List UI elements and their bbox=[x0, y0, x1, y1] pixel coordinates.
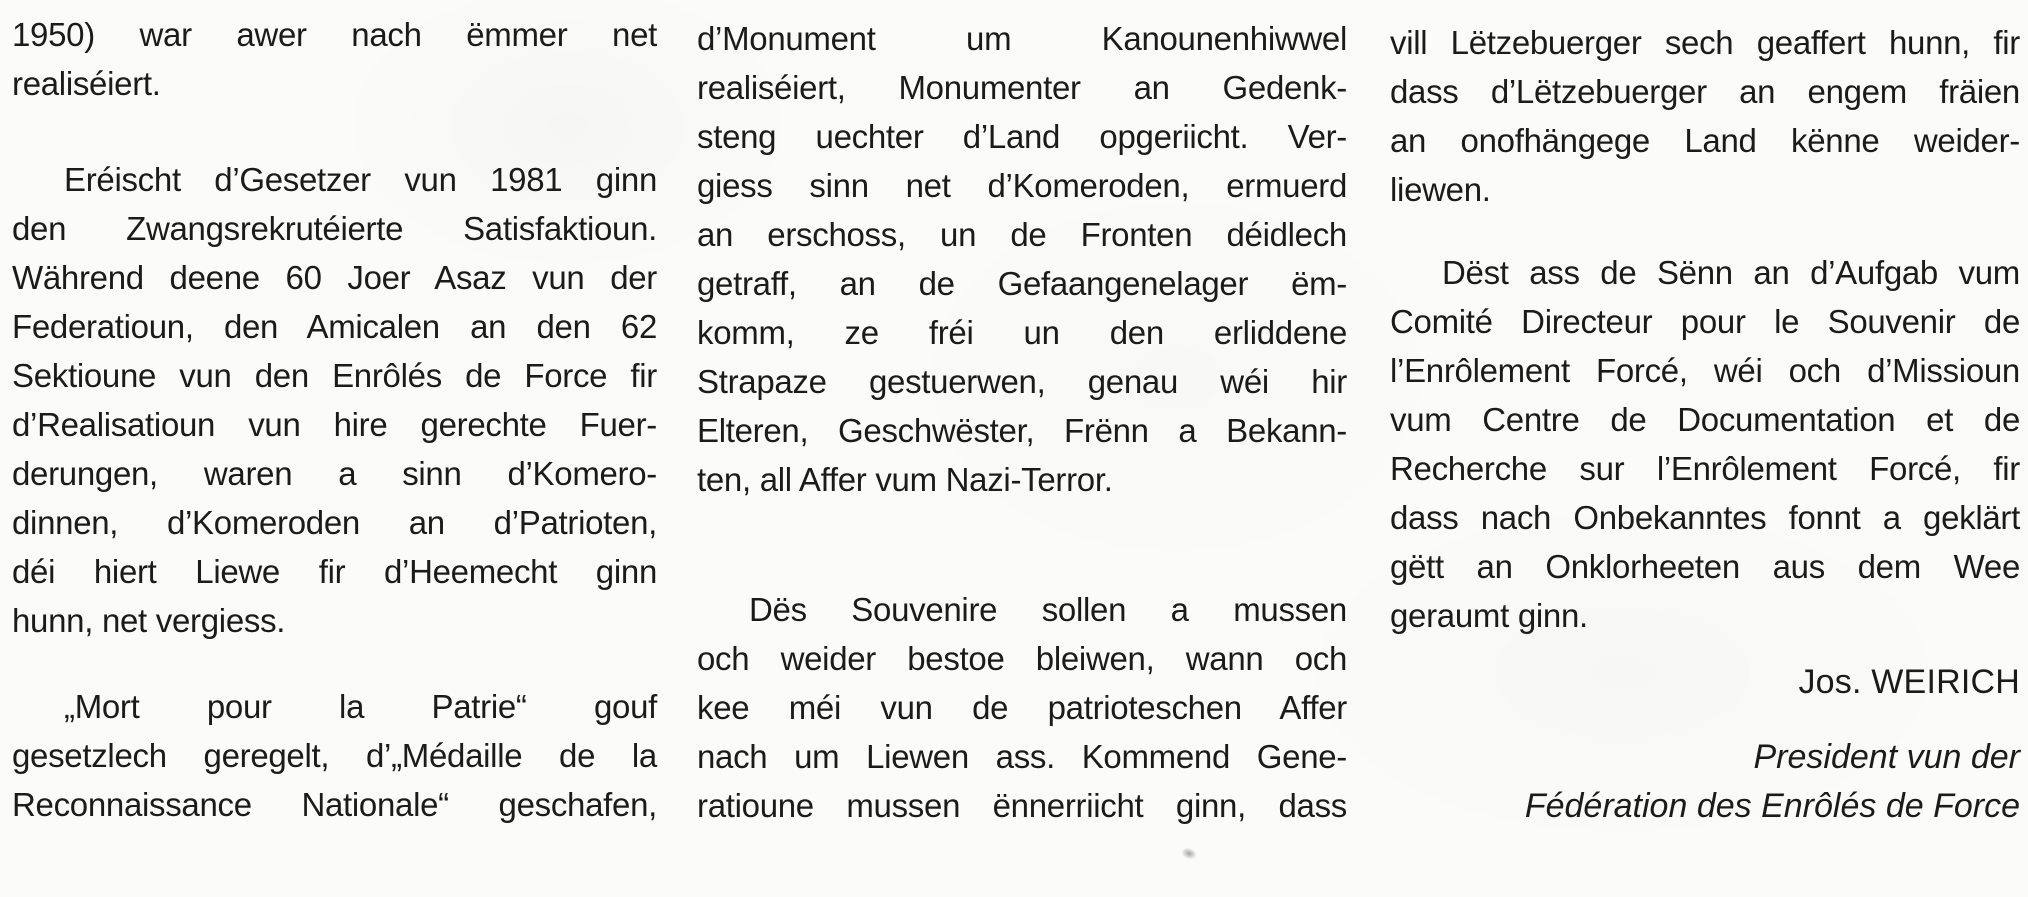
text-line: dass d’Lëtzebuerger an engem fräien bbox=[1390, 73, 2020, 110]
signature-block bbox=[1390, 658, 2020, 831]
text-line: Dëst ass de Sënn an d’Aufgab vum bbox=[1442, 254, 2020, 291]
text-line: komm, ze fréi un den erliddene bbox=[697, 314, 1347, 351]
text-line: realiséiert, Monumenter an Gedenk- bbox=[697, 69, 1347, 106]
text-line: dass nach Onbekanntes fonnt a geklärt bbox=[1390, 499, 2020, 536]
text-line: ratioune mussen ënnerriicht ginn, dass bbox=[697, 787, 1347, 824]
text-line: l’Enrôlement Forcé, wéi och d’Missioun bbox=[1390, 352, 2020, 389]
text-column-1 bbox=[12, 10, 657, 829]
text-line: Reconnaissance Nationale“ geschafen, bbox=[12, 786, 657, 823]
scan-artifact bbox=[1180, 846, 1199, 862]
text-line: derungen, waren a sinn d’Komero- bbox=[12, 455, 657, 492]
text-line: steng uechter d’Land opgeriicht. Ver- bbox=[697, 118, 1347, 155]
text-line: giess sinn net d’Komeroden, ermuerd bbox=[697, 167, 1347, 204]
text-line: liewen. bbox=[1390, 171, 1491, 208]
text-line: 1950) war awer nach ëmmer net bbox=[12, 16, 657, 53]
paragraph bbox=[12, 682, 657, 829]
text-line: Recherche sur l’Enrôlement Forcé, fir bbox=[1390, 450, 2020, 487]
text-column-3 bbox=[1390, 18, 2020, 831]
text-line: Während deene 60 Joer Asaz vun der bbox=[12, 259, 657, 296]
text-line: „Mort pour la Patrie“ gouf bbox=[64, 688, 657, 725]
text-line: an erschoss, un de Fronten déidlech bbox=[697, 216, 1347, 253]
signature-name: Jos. WEIRICH bbox=[1798, 663, 2020, 701]
text-line: vum Centre de Documentation et de bbox=[1390, 401, 2020, 438]
text-line: nach um Liewen ass. Kommend Gene- bbox=[697, 738, 1347, 775]
signature-role-line: President vun der bbox=[1753, 738, 2020, 776]
text-line: realiséiert. bbox=[12, 65, 161, 102]
paragraph bbox=[1390, 248, 2020, 640]
paragraph bbox=[1390, 18, 2020, 214]
text-line: gëtt an Onklorheeten aus dem Wee bbox=[1390, 548, 2020, 585]
signature-role-line: Fédération des Enrôlés de Force bbox=[1524, 787, 2020, 825]
text-line: Elteren, Geschwëster, Frënn a Bekann- bbox=[697, 412, 1347, 449]
text-line: Federatioun, den Amicalen an den 62 bbox=[12, 308, 657, 345]
text-line: déi hiert Liewe fir d’Heemecht ginn bbox=[12, 553, 657, 590]
text-line: dinnen, d’Komeroden an d’Patrioten, bbox=[12, 504, 657, 541]
text-line: vill Lëtzebuerger sech geaffert hunn, fir bbox=[1390, 24, 2020, 61]
text-line: Sektioune vun den Enrôlés de Force fir bbox=[12, 357, 657, 394]
text-line: kee méi vun de patrioteschen Affer bbox=[697, 689, 1347, 726]
text-line: geraumt ginn. bbox=[1390, 597, 1588, 634]
text-line: getraff, an de Gefaangenelager ëm- bbox=[697, 265, 1347, 302]
paragraph bbox=[697, 585, 1347, 830]
text-line: d’Monument um Kanounenhiwwel bbox=[697, 20, 1347, 57]
paragraph bbox=[12, 10, 657, 108]
text-line: gesetzlech geregelt, d’„Médaille de la bbox=[12, 737, 657, 774]
text-line: Comité Directeur pour le Souvenir de bbox=[1390, 303, 2020, 340]
text-line: Strapaze gestuerwen, genau wéi hir bbox=[697, 363, 1347, 400]
text-column-2 bbox=[697, 14, 1347, 830]
paragraph bbox=[697, 14, 1347, 504]
text-line: hunn, net vergiess. bbox=[12, 602, 286, 639]
text-line: d’Realisatioun vun hire gerechte Fuer- bbox=[12, 406, 657, 443]
paragraph bbox=[12, 155, 657, 645]
text-line: och weider bestoe bleiwen, wann och bbox=[697, 640, 1347, 677]
text-line: den Zwangsrekrutéierte Satisfaktioun. bbox=[12, 210, 657, 247]
text-line: ten, all Affer vum Nazi-Terror. bbox=[697, 461, 1113, 498]
text-line: an onofhängege Land kënne weider- bbox=[1390, 122, 2020, 159]
text-line: Dës Souvenire sollen a mussen bbox=[749, 591, 1347, 628]
text-line: Eréischt d’Gesetzer vun 1981 ginn bbox=[64, 161, 657, 198]
